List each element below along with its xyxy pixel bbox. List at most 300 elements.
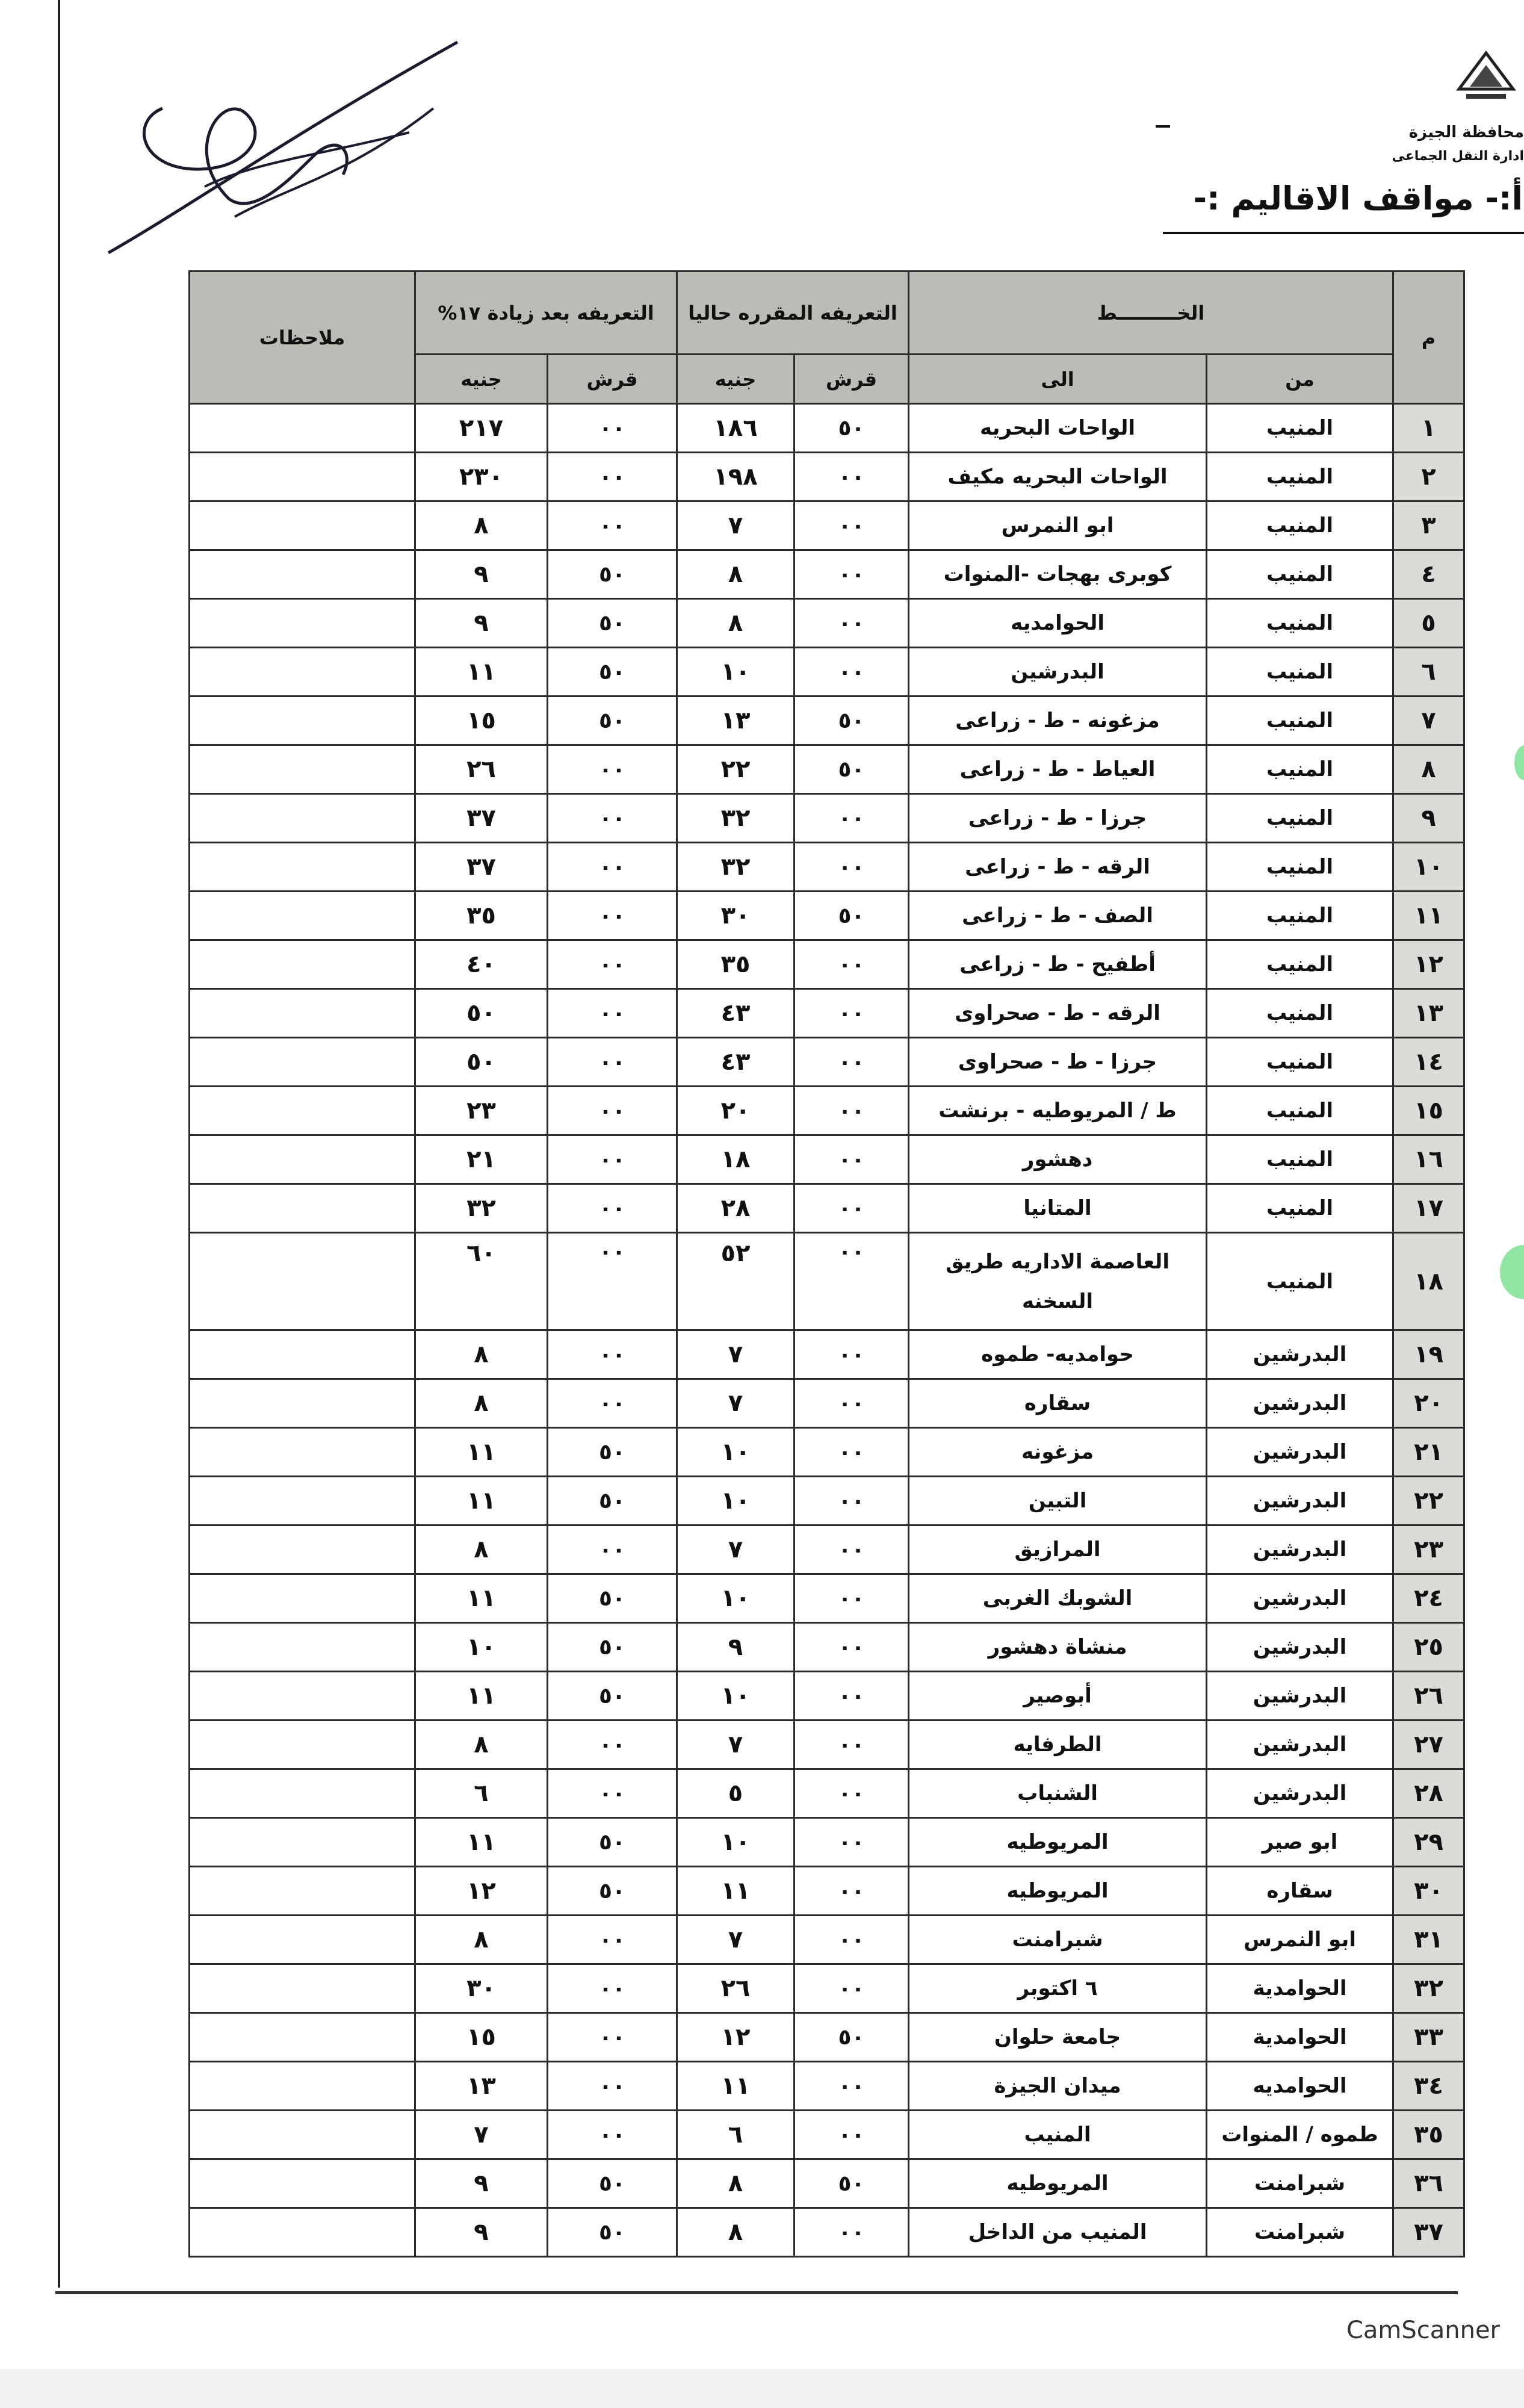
page-bottom-edge <box>55 2291 1458 2294</box>
cell-new-pound: ٨ <box>415 1525 548 1574</box>
cell-number: ٢٩ <box>1393 1818 1464 1867</box>
cell-to: الطرفايه <box>909 1721 1207 1769</box>
cell-new-pound: ٦ <box>415 1769 548 1818</box>
header-to: الى <box>909 355 1207 404</box>
cell-number: ١٧ <box>1393 1184 1464 1233</box>
cell-number: ٢٤ <box>1393 1574 1464 1623</box>
cell-current-piaster: ٠٠ <box>795 2111 909 2159</box>
table-row <box>190 1233 1464 1330</box>
cell-from: الحوامدية <box>1207 2013 1393 2062</box>
cell-new-pound: ١١ <box>415 1574 548 1623</box>
cell-from: البدرشين <box>1207 1769 1393 1818</box>
cell-notes <box>190 1525 415 1574</box>
cell-from: المنيب <box>1207 501 1393 550</box>
cell-notes <box>190 1184 415 1233</box>
cell-notes <box>190 697 415 745</box>
cell-current-pound: ٢٨ <box>677 1184 795 1233</box>
cell-to: جرزا - ط - زراعى <box>909 794 1207 843</box>
cell-current-piaster: ٠٠ <box>795 1721 909 1769</box>
cell-to: المريوطيه <box>909 1867 1207 1916</box>
cell-notes <box>190 599 415 648</box>
cell-current-pound: ٣٢ <box>677 794 795 843</box>
cell-current-piaster: ٠٠ <box>795 453 909 501</box>
header-current-piaster: قرش <box>795 355 909 404</box>
cell-new-pound: ٣٠ <box>415 1964 548 2013</box>
cell-new-piaster: ٥٠ <box>548 1623 677 1672</box>
cell-current-piaster: ٥٠ <box>795 2013 909 2062</box>
cell-new-pound: ٨ <box>415 1721 548 1769</box>
cell-to: حوامديه- طموه <box>909 1330 1207 1379</box>
cell-new-pound: ٢٣ <box>415 1087 548 1135</box>
cell-current-piaster: ٠٠ <box>795 1087 909 1135</box>
cell-to: التبين <box>909 1477 1207 1525</box>
fare-table <box>188 270 1465 2258</box>
cell-new-piaster: ٥٠ <box>548 1818 677 1867</box>
cell-current-pound: ٣٢ <box>677 843 795 892</box>
cell-current-pound: ٥ <box>677 1769 795 1818</box>
table-row <box>190 2013 1464 2062</box>
cell-current-pound: ٧ <box>677 501 795 550</box>
cell-new-pound: ١١ <box>415 1477 548 1525</box>
cell-current-pound: ٣٥ <box>677 940 795 989</box>
table-row <box>190 1038 1464 1087</box>
cell-number: ٢٦ <box>1393 1672 1464 1721</box>
cell-to: ابو النمرس <box>909 501 1207 550</box>
cell-new-piaster: ٠٠ <box>548 1721 677 1769</box>
cell-current-pound: ١٠ <box>677 1672 795 1721</box>
cell-current-pound: ٧ <box>677 1721 795 1769</box>
cell-to: دهشور <box>909 1135 1207 1184</box>
cell-notes <box>190 1867 415 1916</box>
cell-number: ٣٥ <box>1393 2111 1464 2159</box>
cell-notes <box>190 940 415 989</box>
cell-current-piaster: ٠٠ <box>795 843 909 892</box>
cell-current-piaster: ٠٠ <box>795 1330 909 1379</box>
cell-to: المريوطيه <box>909 1818 1207 1867</box>
cell-number: ٢٥ <box>1393 1623 1464 1672</box>
cell-to: أطفيح - ط - زراعى <box>909 940 1207 989</box>
cell-to: جامعة حلوان <box>909 2013 1207 2062</box>
table-row <box>190 1330 1464 1379</box>
cell-number: ١٩ <box>1393 1330 1464 1379</box>
cell-current-pound: ١٠ <box>677 1477 795 1525</box>
cell-new-piaster: ٠٠ <box>548 404 677 453</box>
cell-to: العياط - ط - زراعى <box>909 745 1207 794</box>
cell-notes <box>190 1428 415 1477</box>
cell-new-piaster: ٠٠ <box>548 1038 677 1087</box>
cell-number: ١٣ <box>1393 989 1464 1038</box>
cell-number: ٣٦ <box>1393 2159 1464 2208</box>
cell-current-piaster: ٠٠ <box>795 648 909 697</box>
org-line-department: ادارة النقل الجماعى <box>1392 149 1524 164</box>
cell-new-pound: ٨ <box>415 1379 548 1428</box>
cell-current-pound: ٧ <box>677 1916 795 1964</box>
cell-from: البدرشين <box>1207 1525 1393 1574</box>
cell-to: الواحات البحريه مكيف <box>909 453 1207 501</box>
cell-new-piaster: ٠٠ <box>548 1525 677 1574</box>
cell-to: المتانيا <box>909 1184 1207 1233</box>
cell-current-pound: ٩ <box>677 1623 795 1672</box>
cell-new-piaster: ٠٠ <box>548 2013 677 2062</box>
cell-number: ٥ <box>1393 599 1464 648</box>
cell-new-piaster: ٠٠ <box>548 1379 677 1428</box>
cell-current-pound: ١١ <box>677 2062 795 2111</box>
table-row <box>190 1477 1464 1525</box>
cell-new-pound: ١١ <box>415 1818 548 1867</box>
cell-number: ١٤ <box>1393 1038 1464 1087</box>
cell-number: ٤ <box>1393 550 1464 599</box>
cell-new-pound: ١٢ <box>415 1867 548 1916</box>
cell-from: المنيب <box>1207 404 1393 453</box>
cell-to: الشوبك الغربى <box>909 1574 1207 1623</box>
cell-new-piaster: ٥٠ <box>548 599 677 648</box>
handwritten-signature <box>96 36 482 265</box>
table-row <box>190 1525 1464 1574</box>
cell-to: العاصمة الاداريه طريق السخنه <box>909 1233 1207 1330</box>
cell-new-piaster: ٠٠ <box>548 1087 677 1135</box>
cell-from: ابو صير <box>1207 1818 1393 1867</box>
cell-from: المنيب <box>1207 453 1393 501</box>
cell-current-piaster: ٠٠ <box>795 1964 909 2013</box>
cell-new-piaster: ٠٠ <box>548 453 677 501</box>
cell-number: ١٨ <box>1393 1233 1464 1330</box>
cell-from: المنيب <box>1207 1087 1393 1135</box>
cell-current-piaster: ٠٠ <box>795 794 909 843</box>
cell-to: المنيب <box>909 2111 1207 2159</box>
cell-to: أبوصير <box>909 1672 1207 1721</box>
table-row <box>190 892 1464 940</box>
cell-notes <box>190 2159 415 2208</box>
cell-number: ٢١ <box>1393 1428 1464 1477</box>
cell-current-piaster: ٠٠ <box>795 1525 909 1574</box>
cell-new-pound: ٩ <box>415 2159 548 2208</box>
cell-notes <box>190 1672 415 1721</box>
cell-to: منشاة دهشور <box>909 1623 1207 1672</box>
cell-to: الواحات البحريه <box>909 404 1207 453</box>
table-row <box>190 1184 1464 1233</box>
cell-current-piaster: ٠٠ <box>795 1184 909 1233</box>
cell-from: البدرشين <box>1207 1721 1393 1769</box>
table-row <box>190 1623 1464 1672</box>
margin-line <box>58 0 60 2288</box>
table-row <box>190 1769 1464 1818</box>
cell-current-pound: ٣٠ <box>677 892 795 940</box>
table-row <box>190 989 1464 1038</box>
cell-to: مزغونه <box>909 1428 1207 1477</box>
cell-new-pound: ١١ <box>415 648 548 697</box>
table-row <box>190 1721 1464 1769</box>
cell-notes <box>190 648 415 697</box>
cell-new-piaster: ٥٠ <box>548 2208 677 2257</box>
cell-to: الرقه - ط - صحراوى <box>909 989 1207 1038</box>
cell-notes <box>190 989 415 1038</box>
cell-current-pound: ١٠ <box>677 1574 795 1623</box>
cell-new-piaster: ٥٠ <box>548 648 677 697</box>
org-line-governorate: محافظة الجيزة <box>1408 123 1524 141</box>
cell-notes <box>190 501 415 550</box>
title-underline <box>1163 232 1524 234</box>
cell-from: شبرامنت <box>1207 2159 1393 2208</box>
cell-new-pound: ٨ <box>415 1330 548 1379</box>
cell-from: البدرشين <box>1207 1379 1393 1428</box>
cell-notes <box>190 1818 415 1867</box>
cell-current-piaster: ٠٠ <box>795 1428 909 1477</box>
cell-current-piaster: ٠٠ <box>795 1672 909 1721</box>
cell-current-piaster: ٥٠ <box>795 404 909 453</box>
table-row <box>190 1428 1464 1477</box>
cell-notes <box>190 1623 415 1672</box>
cell-from: المنيب <box>1207 794 1393 843</box>
cell-number: ٢ <box>1393 453 1464 501</box>
header-new-piaster: قرش <box>548 355 677 404</box>
cell-new-pound: ١٠ <box>415 1623 548 1672</box>
cell-new-piaster: ٠٠ <box>548 940 677 989</box>
cell-from: البدرشين <box>1207 1623 1393 1672</box>
cell-current-pound: ٧ <box>677 1330 795 1379</box>
cell-number: ٨ <box>1393 745 1464 794</box>
cell-current-piaster: ٠٠ <box>795 550 909 599</box>
cell-current-pound: ٥٢ <box>677 1233 795 1330</box>
table-row <box>190 1916 1464 1964</box>
cell-current-piaster: ٠٠ <box>795 1135 909 1184</box>
cell-current-piaster: ٠٠ <box>795 501 909 550</box>
cell-new-piaster: ٠٠ <box>548 1330 677 1379</box>
cell-from: المنيب <box>1207 843 1393 892</box>
cell-new-pound: ٥٠ <box>415 1038 548 1087</box>
cell-current-piaster: ٠٠ <box>795 989 909 1038</box>
table-row <box>190 2159 1464 2208</box>
cell-new-piaster: ٠٠ <box>548 1916 677 1964</box>
cell-new-piaster: ٠٠ <box>548 1964 677 2013</box>
cell-number: ١ <box>1393 404 1464 453</box>
cell-new-pound: ٣٥ <box>415 892 548 940</box>
side-mark-upper <box>1514 745 1524 780</box>
cell-new-piaster: ٥٠ <box>548 1867 677 1916</box>
cell-from: شبرامنت <box>1207 2208 1393 2257</box>
cell-new-pound: ٦٠ <box>415 1233 548 1330</box>
cell-new-pound: ١١ <box>415 1672 548 1721</box>
cell-from: المنيب <box>1207 1233 1393 1330</box>
cell-to: المرازيق <box>909 1525 1207 1574</box>
cell-new-pound: ٩ <box>415 550 548 599</box>
cell-new-pound: ١٥ <box>415 697 548 745</box>
cell-number: ١١ <box>1393 892 1464 940</box>
table-row <box>190 2208 1464 2257</box>
cell-new-piaster: ٠٠ <box>548 501 677 550</box>
cell-from: ابو النمرس <box>1207 1916 1393 1964</box>
cell-from: المنيب <box>1207 599 1393 648</box>
table-row <box>190 1964 1464 2013</box>
table-row <box>190 1135 1464 1184</box>
cell-new-pound: ٣٧ <box>415 843 548 892</box>
cell-notes <box>190 1087 415 1135</box>
table-row <box>190 1867 1464 1916</box>
cell-number: ٣١ <box>1393 1916 1464 1964</box>
cell-new-pound: ٢٦ <box>415 745 548 794</box>
cell-current-pound: ٨ <box>677 599 795 648</box>
cell-new-piaster: ٠٠ <box>548 745 677 794</box>
cell-notes <box>190 1379 415 1428</box>
header-route: الخـــــــــط <box>909 272 1393 355</box>
cell-current-pound: ١٨ <box>677 1135 795 1184</box>
section-title: أ:- مواقف الاقاليم :- <box>1193 179 1523 217</box>
header-from: من <box>1207 355 1393 404</box>
cell-to: البدرشين <box>909 648 1207 697</box>
cell-notes <box>190 1721 415 1769</box>
cell-new-pound: ١١ <box>415 1428 548 1477</box>
cell-current-pound: ٢٢ <box>677 745 795 794</box>
cell-new-piaster: ٥٠ <box>548 1428 677 1477</box>
cell-from: الحوامديه <box>1207 2062 1393 2111</box>
cell-notes <box>190 843 415 892</box>
cell-current-pound: ٨ <box>677 550 795 599</box>
cell-new-pound: ٧ <box>415 2111 548 2159</box>
cell-notes <box>190 1330 415 1379</box>
cell-new-pound: ٩ <box>415 599 548 648</box>
cell-new-piaster: ٥٠ <box>548 1477 677 1525</box>
cell-current-piaster: ٠٠ <box>795 1477 909 1525</box>
cell-new-pound: ٢١ <box>415 1135 548 1184</box>
header-new-pound: جنيه <box>415 355 548 404</box>
cell-new-piaster: ٥٠ <box>548 550 677 599</box>
cell-current-pound: ٤٣ <box>677 989 795 1038</box>
cell-to: المريوطيه <box>909 2159 1207 2208</box>
cell-new-pound: ٨ <box>415 501 548 550</box>
table-row <box>190 501 1464 550</box>
cell-current-pound: ٦ <box>677 2111 795 2159</box>
table-row <box>190 843 1464 892</box>
cell-current-piaster: ٠٠ <box>795 1574 909 1623</box>
cell-new-piaster: ٠٠ <box>548 2062 677 2111</box>
cell-notes <box>190 2013 415 2062</box>
header-new-fare: التعريفه بعد زيادة ١٧% <box>415 272 677 355</box>
cell-new-pound: ١٣ <box>415 2062 548 2111</box>
cell-current-pound: ١٨٦ <box>677 404 795 453</box>
cell-current-pound: ٢٠ <box>677 1087 795 1135</box>
giza-logo-icon <box>1453 47 1519 107</box>
cell-current-pound: ٨ <box>677 2159 795 2208</box>
cell-current-pound: ٧ <box>677 1525 795 1574</box>
cell-new-piaster: ٥٠ <box>548 1672 677 1721</box>
cell-from: المنيب <box>1207 1038 1393 1087</box>
cell-to: الرقه - ط - زراعى <box>909 843 1207 892</box>
cell-number: ٧ <box>1393 697 1464 745</box>
table-row <box>190 453 1464 501</box>
cell-number: ٣٠ <box>1393 1867 1464 1916</box>
cell-new-piaster: ٠٠ <box>548 989 677 1038</box>
cell-from: البدرشين <box>1207 1428 1393 1477</box>
side-mark-lower <box>1500 1245 1524 1299</box>
cell-current-piaster: ٠٠ <box>795 1623 909 1672</box>
cell-notes <box>190 794 415 843</box>
cell-new-piaster: ٥٠ <box>548 1574 677 1623</box>
cell-from: المنيب <box>1207 1135 1393 1184</box>
cell-to: شبرامنت <box>909 1916 1207 1964</box>
cell-from: سقاره <box>1207 1867 1393 1916</box>
cell-number: ٩ <box>1393 794 1464 843</box>
cell-to: سقاره <box>909 1379 1207 1428</box>
cell-to: ط / المريوطيه - برنشت <box>909 1087 1207 1135</box>
cell-from: المنيب <box>1207 550 1393 599</box>
cell-number: ٣٢ <box>1393 1964 1464 2013</box>
cell-current-pound: ١١ <box>677 1867 795 1916</box>
cell-notes <box>190 2208 415 2257</box>
cell-current-pound: ١٠ <box>677 1818 795 1867</box>
cell-current-piaster: ٠٠ <box>795 940 909 989</box>
cell-new-pound: ٣٢ <box>415 1184 548 1233</box>
cell-new-piaster: ٠٠ <box>548 1184 677 1233</box>
cell-notes <box>190 1964 415 2013</box>
cell-from: الحوامدية <box>1207 1964 1393 2013</box>
cell-number: ١٢ <box>1393 940 1464 989</box>
cell-from: المنيب <box>1207 1184 1393 1233</box>
cell-current-piaster: ٠٠ <box>795 1379 909 1428</box>
header-current-pound: جنيه <box>677 355 795 404</box>
cell-notes <box>190 1038 415 1087</box>
cell-number: ١٥ <box>1393 1087 1464 1135</box>
organization-header <box>1392 120 1524 169</box>
cell-from: البدرشين <box>1207 1477 1393 1525</box>
table-row <box>190 2111 1464 2159</box>
cell-current-piaster: ٠٠ <box>795 1233 909 1330</box>
cell-from: المنيب <box>1207 697 1393 745</box>
cell-notes <box>190 2111 415 2159</box>
cell-to: كوبرى بهجات -المنوات <box>909 550 1207 599</box>
cell-current-pound: ٨ <box>677 2208 795 2257</box>
table-row <box>190 745 1464 794</box>
table-row <box>190 1818 1464 1867</box>
table-row <box>190 940 1464 989</box>
cell-to: المنيب من الداخل <box>909 2208 1207 2257</box>
cell-new-piaster: ٠٠ <box>548 892 677 940</box>
cell-current-pound: ٧ <box>677 1379 795 1428</box>
fare-table-container <box>188 270 1463 2258</box>
fare-table-body <box>190 404 1464 2257</box>
cell-to: الشنباب <box>909 1769 1207 1818</box>
table-row <box>190 794 1464 843</box>
cell-new-piaster: ٠٠ <box>548 1135 677 1184</box>
cell-current-pound: ١٠ <box>677 1428 795 1477</box>
cell-from: المنيب <box>1207 892 1393 940</box>
cell-current-piaster: ٠٠ <box>795 2062 909 2111</box>
cell-number: ٣٧ <box>1393 2208 1464 2257</box>
cell-number: ٢٣ <box>1393 1525 1464 1574</box>
cell-from: طموه / المنوات <box>1207 2111 1393 2159</box>
cell-current-pound: ١٩٨ <box>677 453 795 501</box>
cell-current-piaster: ٠٠ <box>795 599 909 648</box>
cell-notes <box>190 1135 415 1184</box>
header-dash <box>1156 125 1170 128</box>
cell-new-pound: ٨ <box>415 1916 548 1964</box>
cell-new-pound: ٥٠ <box>415 989 548 1038</box>
cell-current-piaster: ٥٠ <box>795 892 909 940</box>
cell-to: مزغونه - ط - زراعى <box>909 697 1207 745</box>
cell-new-piaster: ٥٠ <box>548 697 677 745</box>
cell-new-pound: ٩ <box>415 2208 548 2257</box>
cell-new-piaster: ٠٠ <box>548 2111 677 2159</box>
cell-current-piaster: ٥٠ <box>795 697 909 745</box>
cell-current-pound: ١٣ <box>677 697 795 745</box>
table-row <box>190 1672 1464 1721</box>
cell-notes <box>190 1477 415 1525</box>
cell-to: الحوامديه <box>909 599 1207 648</box>
cell-from: المنيب <box>1207 989 1393 1038</box>
cell-new-pound: ١٥ <box>415 2013 548 2062</box>
cell-current-pound: ٤٣ <box>677 1038 795 1087</box>
table-row <box>190 697 1464 745</box>
table-row <box>190 599 1464 648</box>
cell-number: ٦ <box>1393 648 1464 697</box>
